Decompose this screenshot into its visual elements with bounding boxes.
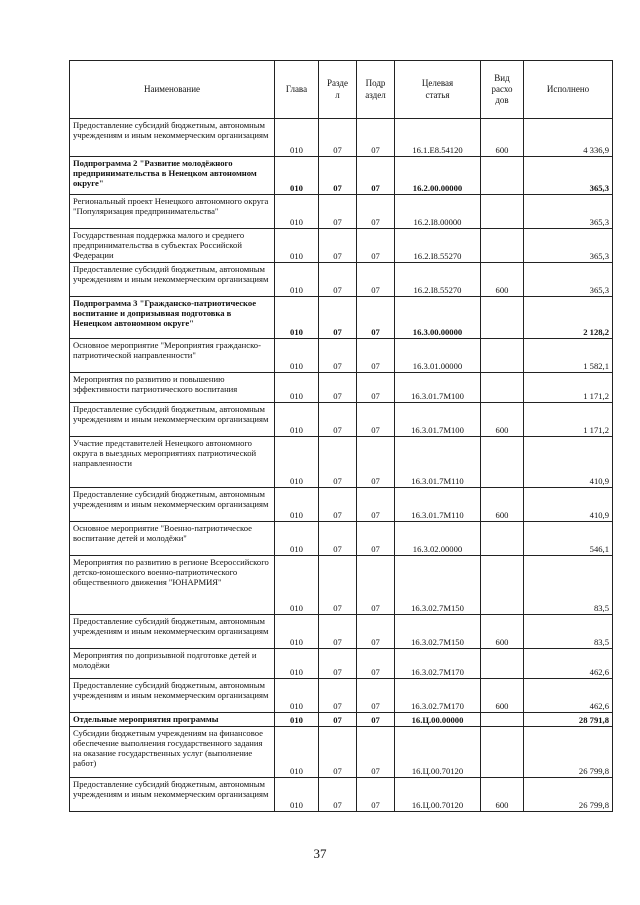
cell-target: 16.3.02.7М170 xyxy=(395,679,481,713)
cell-amount: 83,5 xyxy=(524,556,613,615)
table-row xyxy=(70,488,613,522)
cell-section: 07 xyxy=(319,615,357,649)
cell-amount: 365,3 xyxy=(524,229,613,263)
cell-kind xyxy=(481,297,524,339)
cell-subsection: 07 xyxy=(357,403,395,437)
cell-section: 07 xyxy=(319,157,357,195)
cell-section: 07 xyxy=(319,437,357,488)
cell-chapter: 010 xyxy=(275,157,319,195)
cell-name: Государственная поддержка малого и среднего предпринимательства в субъектах Российской Федерации xyxy=(70,229,275,263)
cell-kind xyxy=(481,713,524,727)
cell-target: 16.3.02.7М150 xyxy=(395,615,481,649)
header-subsection-label: Подр аздел xyxy=(365,78,386,100)
cell-section: 07 xyxy=(319,119,357,157)
header-name xyxy=(70,61,275,119)
header-section-label: Разде л xyxy=(327,78,348,100)
cell-target: 16.2.00.00000 xyxy=(395,157,481,195)
cell-subsection: 07 xyxy=(357,713,395,727)
cell-subsection: 07 xyxy=(357,679,395,713)
table-row xyxy=(70,157,613,195)
cell-section: 07 xyxy=(319,522,357,556)
cell-amount: 546,1 xyxy=(524,522,613,556)
cell-chapter: 010 xyxy=(275,615,319,649)
cell-target: 16.3.01.7М100 xyxy=(395,403,481,437)
cell-amount: 1 171,2 xyxy=(524,403,613,437)
cell-target: 16.3.02.7М170 xyxy=(395,649,481,679)
cell-chapter: 010 xyxy=(275,263,319,297)
cell-amount: 2 128,2 xyxy=(524,297,613,339)
cell-amount: 410,9 xyxy=(524,437,613,488)
cell-chapter: 010 xyxy=(275,437,319,488)
cell-subsection: 07 xyxy=(357,615,395,649)
cell-amount: 4 336,9 xyxy=(524,119,613,157)
cell-kind: 600 xyxy=(481,615,524,649)
cell-section: 07 xyxy=(319,339,357,373)
cell-kind: 600 xyxy=(481,778,524,812)
cell-target: 16.2.I8.55270 xyxy=(395,263,481,297)
table-row xyxy=(70,263,613,297)
cell-amount: 365,3 xyxy=(524,263,613,297)
cell-chapter: 010 xyxy=(275,649,319,679)
table-row xyxy=(70,556,613,615)
table-row xyxy=(70,679,613,713)
header-target xyxy=(395,61,481,119)
cell-name: Региональный проект Ненецкого автономного округа "Популяризация предпринимательства" xyxy=(70,195,275,229)
cell-section: 07 xyxy=(319,556,357,615)
cell-kind xyxy=(481,229,524,263)
cell-amount: 1 582,1 xyxy=(524,339,613,373)
cell-name: Мероприятия по развитию в регионе Всероссийского детско-юношеского военно-патриотического общественного движения "ЮНАРМИЯ" xyxy=(70,556,275,615)
cell-amount: 26 799,8 xyxy=(524,727,613,778)
table-row xyxy=(70,713,613,727)
cell-target: 16.1.E8.54120 xyxy=(395,119,481,157)
cell-target: 16.Ц.00.70120 xyxy=(395,727,481,778)
budget-table xyxy=(69,60,613,812)
cell-amount: 28 791,8 xyxy=(524,713,613,727)
cell-amount: 26 799,8 xyxy=(524,778,613,812)
cell-name: Предоставление субсидий бюджетным, автономным учреждениям и иным некоммерческим организациям xyxy=(70,263,275,297)
cell-target: 16.2.I8.00000 xyxy=(395,195,481,229)
header-kind-label: Вид расхо дов xyxy=(491,72,513,106)
header-chapter-label: Глава xyxy=(285,83,308,94)
cell-subsection: 07 xyxy=(357,649,395,679)
cell-subsection: 07 xyxy=(357,339,395,373)
header-amount xyxy=(524,61,613,119)
table-row xyxy=(70,649,613,679)
cell-name: Отдельные мероприятия программы xyxy=(70,713,275,727)
table-row xyxy=(70,778,613,812)
cell-subsection: 07 xyxy=(357,373,395,403)
cell-kind xyxy=(481,157,524,195)
cell-kind xyxy=(481,437,524,488)
cell-name: Предоставление субсидий бюджетным, автономным учреждениям и иным некоммерческим организациям xyxy=(70,488,275,522)
cell-subsection: 07 xyxy=(357,119,395,157)
cell-name: Предоставление субсидий бюджетным, автономным учреждениям и иным некоммерческим организациям xyxy=(70,615,275,649)
cell-chapter: 010 xyxy=(275,403,319,437)
header-amount-label: Исполнено xyxy=(546,83,590,94)
cell-target: 16.3.01.7М100 xyxy=(395,373,481,403)
cell-target: 16.3.01.7М110 xyxy=(395,488,481,522)
cell-section: 07 xyxy=(319,679,357,713)
cell-kind xyxy=(481,195,524,229)
cell-target: 16.Ц.00.70120 xyxy=(395,778,481,812)
cell-section: 07 xyxy=(319,403,357,437)
cell-name: Предоставление субсидий бюджетным, автономным учреждениям и иным некоммерческим организациям xyxy=(70,679,275,713)
cell-kind xyxy=(481,373,524,403)
cell-kind xyxy=(481,556,524,615)
cell-name: Предоставление субсидий бюджетным, автономным учреждениям и иным некоммерческим организациям xyxy=(70,403,275,437)
table-row xyxy=(70,229,613,263)
cell-section: 07 xyxy=(319,778,357,812)
cell-target: 16.3.02.00000 xyxy=(395,522,481,556)
cell-target: 16.3.01.00000 xyxy=(395,339,481,373)
cell-kind xyxy=(481,649,524,679)
cell-chapter: 010 xyxy=(275,229,319,263)
table-row xyxy=(70,373,613,403)
table-row xyxy=(70,522,613,556)
cell-target: 16.3.01.7М110 xyxy=(395,437,481,488)
cell-subsection: 07 xyxy=(357,195,395,229)
table-row xyxy=(70,339,613,373)
cell-name: Основное мероприятие "Мероприятия гражданско-патриотической направленности" xyxy=(70,339,275,373)
table-row xyxy=(70,615,613,649)
cell-chapter: 010 xyxy=(275,488,319,522)
cell-target: 16.3.00.00000 xyxy=(395,297,481,339)
cell-chapter: 010 xyxy=(275,778,319,812)
cell-chapter: 010 xyxy=(275,119,319,157)
table-row xyxy=(70,727,613,778)
cell-chapter: 010 xyxy=(275,679,319,713)
cell-kind: 600 xyxy=(481,403,524,437)
header-subsection xyxy=(357,61,395,119)
cell-name: Мероприятия по допризывной подготовке детей и молодёжи xyxy=(70,649,275,679)
header-chapter xyxy=(275,61,319,119)
cell-name: Предоставление субсидий бюджетным, автономным учреждениям и иным некоммерческим организациям xyxy=(70,778,275,812)
cell-name: Мероприятия по развитию и повышению эффективности патриотического воспитания xyxy=(70,373,275,403)
cell-chapter: 010 xyxy=(275,727,319,778)
cell-subsection: 07 xyxy=(357,778,395,812)
cell-amount: 1 171,2 xyxy=(524,373,613,403)
cell-target: 16.2.I8.55270 xyxy=(395,229,481,263)
table-row xyxy=(70,437,613,488)
cell-section: 07 xyxy=(319,195,357,229)
cell-kind xyxy=(481,522,524,556)
cell-section: 07 xyxy=(319,713,357,727)
cell-name: Подпрограмма 3 "Гражданско-патриотическое воспитание и допризывная подготовка в Ненецком автономном округе" xyxy=(70,297,275,339)
cell-amount: 365,3 xyxy=(524,157,613,195)
cell-subsection: 07 xyxy=(357,488,395,522)
cell-section: 07 xyxy=(319,373,357,403)
cell-amount: 365,3 xyxy=(524,195,613,229)
cell-name: Подпрограмма 2 "Развитие молодёжного предпринимательства в Ненецком автономном округе" xyxy=(70,157,275,195)
cell-section: 07 xyxy=(319,488,357,522)
cell-name: Субсидии бюджетным учреждениям на финансовое обеспечение выполнения государственного задания на оказание государственных услуг (выполнение работ) xyxy=(70,727,275,778)
cell-name: Участие представителей Ненецкого автономного округа в выездных мероприятиях патриотической направленности xyxy=(70,437,275,488)
header-kind xyxy=(481,61,524,119)
cell-subsection: 07 xyxy=(357,229,395,263)
cell-subsection: 07 xyxy=(357,522,395,556)
table-row xyxy=(70,195,613,229)
cell-section: 07 xyxy=(319,727,357,778)
cell-amount: 410,9 xyxy=(524,488,613,522)
cell-section: 07 xyxy=(319,229,357,263)
cell-kind: 600 xyxy=(481,119,524,157)
cell-subsection: 07 xyxy=(357,437,395,488)
cell-subsection: 07 xyxy=(357,727,395,778)
cell-chapter: 010 xyxy=(275,373,319,403)
cell-section: 07 xyxy=(319,649,357,679)
cell-chapter: 010 xyxy=(275,713,319,727)
cell-chapter: 010 xyxy=(275,556,319,615)
cell-kind xyxy=(481,339,524,373)
cell-target: 16.Ц.00.00000 xyxy=(395,713,481,727)
cell-chapter: 010 xyxy=(275,195,319,229)
header-target-label: Целевая статья xyxy=(421,78,454,100)
cell-amount: 83,5 xyxy=(524,615,613,649)
cell-kind xyxy=(481,727,524,778)
header-section xyxy=(319,61,357,119)
header-row xyxy=(70,61,613,119)
cell-kind: 600 xyxy=(481,488,524,522)
table-row xyxy=(70,297,613,339)
cell-chapter: 010 xyxy=(275,522,319,556)
cell-section: 07 xyxy=(319,263,357,297)
cell-chapter: 010 xyxy=(275,339,319,373)
cell-amount: 462,6 xyxy=(524,649,613,679)
cell-target: 16.3.02.7М150 xyxy=(395,556,481,615)
table-row xyxy=(70,403,613,437)
cell-amount: 462,6 xyxy=(524,679,613,713)
cell-section: 07 xyxy=(319,297,357,339)
cell-subsection: 07 xyxy=(357,556,395,615)
cell-subsection: 07 xyxy=(357,263,395,297)
cell-kind: 600 xyxy=(481,679,524,713)
table-row xyxy=(70,119,613,157)
cell-name: Основное мероприятие "Военно-патриотическое воспитание детей и молодёжи" xyxy=(70,522,275,556)
page-number: 37 xyxy=(313,846,327,861)
cell-name: Предоставление субсидий бюджетным, автономным учреждениям и иным некоммерческим организациям xyxy=(70,119,275,157)
cell-subsection: 07 xyxy=(357,157,395,195)
cell-subsection: 07 xyxy=(357,297,395,339)
cell-kind: 600 xyxy=(481,263,524,297)
header-name-label: Наименование xyxy=(143,83,201,94)
cell-chapter: 010 xyxy=(275,297,319,339)
